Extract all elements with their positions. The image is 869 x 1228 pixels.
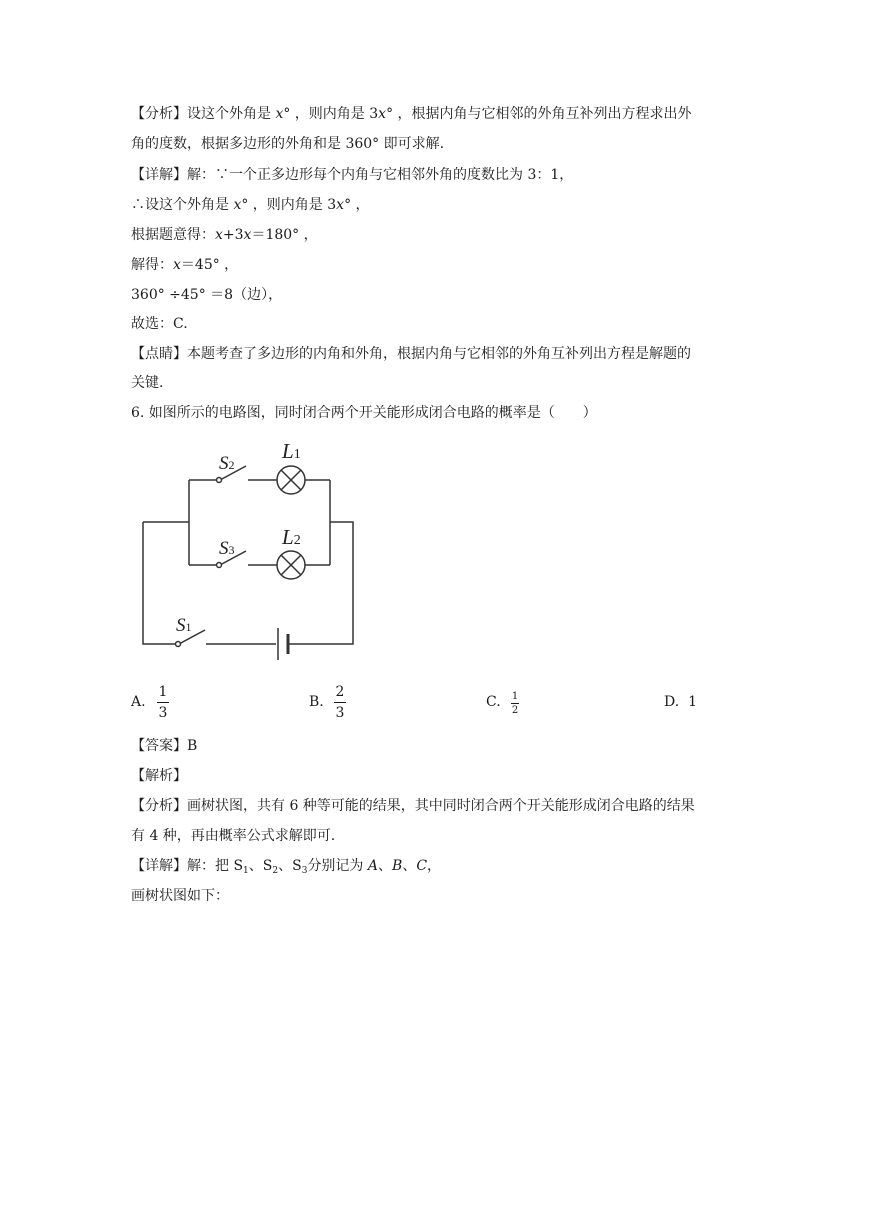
var-x: x° <box>233 197 249 213</box>
comment-line-2: 关键. <box>131 375 164 391</box>
text: 、 <box>402 858 417 874</box>
analysis2-line-2: 有 4 种，再由概率公式求解即可. <box>131 828 336 844</box>
fraction-bar <box>157 702 169 703</box>
text: +3 <box>222 227 244 243</box>
text: ，根据内角与它相邻的外角互补列出方程求出外 <box>393 106 692 122</box>
var-x: x <box>173 257 181 273</box>
battery-icon <box>278 628 288 660</box>
detail-line-6: 故选：C. <box>131 316 188 332</box>
denominator: 3 <box>158 705 168 721</box>
fraction-bar <box>511 703 519 704</box>
text: ＝45° ， <box>180 257 239 273</box>
option-label: B. <box>309 694 324 710</box>
text: 【分析】设这个外角是 <box>131 106 276 122</box>
numerator: 2 <box>335 684 345 700</box>
analysis-line-2: 角的度数，根据多边形的外角和是 360° 即可求解. <box>131 136 445 152</box>
label-s1: S1 <box>176 615 192 636</box>
answer-line: 【答案】B <box>131 738 198 754</box>
text: ＝180° ， <box>251 227 318 243</box>
text: 解得： <box>131 257 173 273</box>
option-label <box>664 694 697 710</box>
lamp-l1-icon <box>277 466 305 494</box>
label-s3: S3 <box>219 538 235 559</box>
text: 分别记为 <box>307 858 368 874</box>
text: 、S <box>248 858 273 874</box>
denominator: 2 <box>511 705 519 716</box>
numerator: 1 <box>511 691 519 702</box>
label-l2: L2 <box>282 525 301 549</box>
detail-line-1: 【详解】解：∵一个正多边形每个内角与它相邻外角的度数比为 3：1， <box>131 167 574 183</box>
subscript: 1 <box>243 866 249 876</box>
text: 、 <box>378 858 393 874</box>
fraction <box>511 691 519 716</box>
var-x: x <box>215 227 223 243</box>
var-x: x° <box>378 106 394 122</box>
text: ， <box>351 197 370 213</box>
detail-line-5: 360° ÷45° ＝8（边）， <box>131 287 283 303</box>
text: ， <box>427 858 442 874</box>
text: 根据题意得： <box>131 227 215 243</box>
text: ∴设这个外角是 <box>131 197 234 213</box>
fraction <box>334 683 346 722</box>
var-b: B <box>392 858 403 874</box>
text: 【详解】解：把 S <box>131 858 244 874</box>
text: ，则内角是 3 <box>248 197 337 213</box>
var-x: x° <box>336 197 352 213</box>
option-letter: D. <box>664 694 680 710</box>
numerator: 1 <box>158 684 168 700</box>
fraction <box>157 683 169 722</box>
question-6: 6. 如图所示的电路图，同时闭合两个开关能形成闭合电路的概率是（ ） <box>131 405 597 421</box>
label-l1: L1 <box>282 439 301 463</box>
var-x: x <box>243 227 252 243</box>
var-c: C <box>416 858 428 874</box>
option-value: 1 <box>688 694 698 710</box>
detail2-line-1 <box>131 856 441 881</box>
subscript: 3 <box>301 866 308 876</box>
var-a: A <box>367 858 379 874</box>
explanation-heading: 【解析】 <box>131 768 187 784</box>
denominator: 3 <box>335 705 345 721</box>
analysis2-line-1: 【分析】画树状图，共有 6 种等可能的结果，其中同时闭合两个开关能形成闭合电路的结果 <box>131 798 695 814</box>
tree-diagram-caption: 画树状图如下： <box>131 888 229 904</box>
lamp-l2-icon <box>277 551 305 579</box>
fraction-bar <box>334 702 346 703</box>
subscript: 2 <box>272 866 279 876</box>
option-label: C. <box>486 694 501 710</box>
text: ，则内角是 3 <box>290 106 379 122</box>
text: 、S <box>278 858 302 874</box>
label-s2: S2 <box>219 453 235 474</box>
var-x: x° <box>275 106 291 122</box>
option-label: A. <box>131 694 146 710</box>
comment-line-1: 【点睛】本题考查了多边形的内角和外角，根据内角与它相邻的外角互补列出方程是解题的 <box>131 346 691 362</box>
